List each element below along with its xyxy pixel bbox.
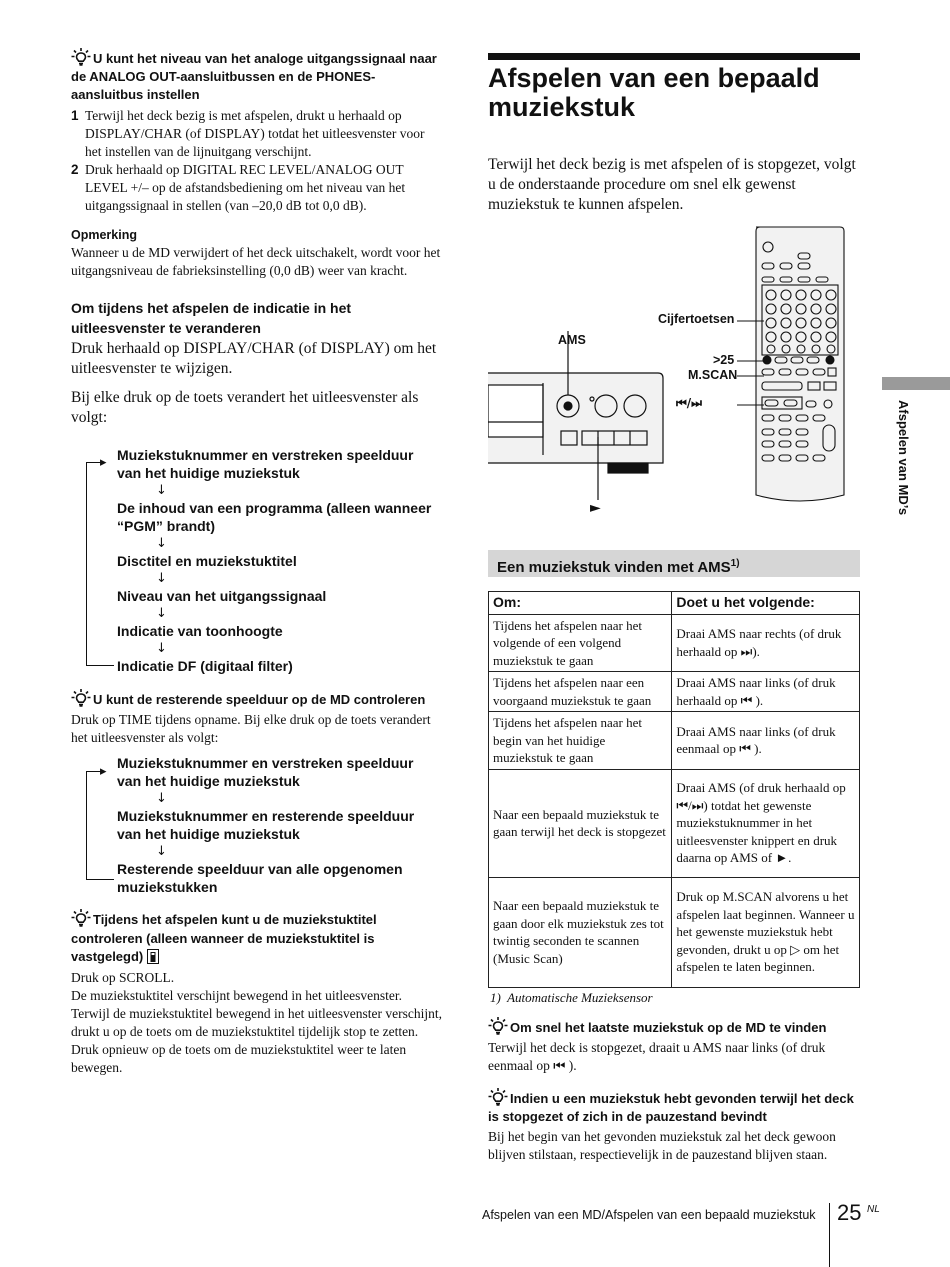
deck-and-remote-illustration bbox=[488, 225, 848, 515]
tip-scroll-l1: Druk op SCROLL. bbox=[71, 969, 175, 985]
arrow-down-icon: ↓ bbox=[156, 641, 167, 656]
flow-item: Disctitel en muziekstuktitel bbox=[117, 553, 297, 569]
table-cell: Draai AMS naar links (of druk eenmaal op ⏮ ). bbox=[672, 712, 860, 770]
table-cell: Draai AMS naar links (of druk herhaald op ⏮ ). bbox=[672, 672, 860, 712]
ams-table bbox=[488, 591, 860, 988]
table-header-row bbox=[489, 592, 860, 615]
remote-only-icon bbox=[147, 949, 159, 964]
arrow-down-icon: ↓ bbox=[156, 483, 167, 498]
arrow-down-icon: ↓ bbox=[156, 536, 167, 551]
flow-arrow-right-icon: ▸ bbox=[100, 764, 107, 779]
label-play: ► bbox=[590, 500, 601, 516]
page-number: 25 bbox=[837, 1200, 862, 1225]
label-gt25: >25 bbox=[713, 353, 735, 367]
table-row bbox=[489, 877, 860, 987]
table-cell: Tijdens het afspelen naar een voorgaand muziekstuk te gaan bbox=[489, 672, 672, 712]
arrow-down-icon: ↓ bbox=[156, 606, 167, 621]
note-text: Wanneer u de MD verwijdert of het deck uitschakelt, wordt voor het uitgangsniveau de fabrieksinstelling (0,0 dB) weer van kracht. bbox=[71, 245, 441, 278]
flow-item: Indicatie van toonhoogte bbox=[117, 623, 283, 639]
tip-analog-output-title: U kunt het niveau van het analoge uitgangssignaal naar de ANALOG OUT-aansluitbussen en de PHONES-aansluitbus instellen bbox=[71, 48, 443, 104]
step-2: 2 Druk herhaald op DIGITAL REC LEVEL/ANALOG OUT LEVEL +/– op de afstandsbediening om het niveau van het uitgangssignaal in stellen (van –20,0 dB tot 0,0 dB). bbox=[71, 162, 406, 213]
label-skip: ⏮/⏭ bbox=[676, 396, 702, 410]
table-cell: Naar een bepaald muziekstuk te gaan terwijl het deck is stopgezet bbox=[489, 769, 672, 877]
flow-loop-line bbox=[86, 462, 87, 666]
table-cell: Draai AMS (of druk herhaald op ⏮/⏭) totdat het gewenste muziekstuknummer in het uitleesvenster knippert en druk daarna op AMS of ►. bbox=[672, 769, 860, 877]
flow-arrow-right-icon: ▸ bbox=[100, 455, 107, 470]
tip-bulb-icon bbox=[488, 1088, 508, 1106]
flow-item: Muziekstuknummer en resterende speelduur van het huidige muziekstuk bbox=[117, 808, 415, 842]
tip-found-track bbox=[488, 1088, 860, 1164]
table-cell: Naar een bepaald muziekstuk te gaan door elk muziekstuk zes tot twintig seconden te scannen (Music Scan) bbox=[489, 877, 672, 987]
table-header-doet: Doet u het volgende: bbox=[672, 592, 860, 615]
tip-scroll-title bbox=[71, 909, 443, 1077]
left-column bbox=[71, 48, 443, 428]
md-deck-illustration bbox=[488, 331, 663, 500]
label-mscan: M.SCAN bbox=[688, 368, 738, 382]
note-title: Opmerking bbox=[71, 228, 137, 242]
table-row bbox=[489, 614, 860, 672]
arrow-down-icon: ↓ bbox=[156, 844, 167, 859]
intro-text: Terwijl het deck bezig is met afspelen of is stopgezet, volgt u de onderstaande procedure om snel elk gewenst muziekstuk te kunnen afspelen. bbox=[488, 156, 856, 213]
tip-last-track-title: Om snel het laatste muziekstuk op de MD te vinden bbox=[488, 1017, 860, 1037]
ams-subhead: Een muziekstuk vinden met AMS$^{1)}$ bbox=[488, 550, 860, 577]
flow-item: Niveau van het uitgangssignaal bbox=[117, 588, 327, 604]
table-cell: Draai AMS naar rechts (of druk herhaald op ⏭). bbox=[672, 614, 860, 672]
tip-found-track-title: Indien u een muziekstuk hebt gevonden terwijl het deck is stopgezet of zich in de pauzestand bevindt bbox=[488, 1088, 860, 1126]
table-cell: Tijdens het afspelen naar het volgende of een volgend muziekstuk te gaan bbox=[489, 614, 672, 672]
page-title: Afspelen van een bepaald muziekstuk bbox=[488, 63, 820, 122]
footer-rule bbox=[829, 1203, 830, 1267]
page-lang: NL bbox=[867, 1204, 880, 1215]
flow-loop-line bbox=[86, 771, 87, 880]
flow-item: Resterende speelduur van alle opgenomen muziekstukken bbox=[117, 861, 403, 895]
side-tab-label: Afspelen van MD’s bbox=[896, 400, 911, 516]
tip-bulb-icon bbox=[71, 689, 91, 707]
arrow-down-icon: ↓ bbox=[156, 571, 167, 586]
table-header-om: Om: bbox=[489, 592, 672, 615]
table-row bbox=[489, 769, 860, 877]
flow-item: De inhoud van een programma (alleen wanneer “PGM” brandt) bbox=[117, 500, 432, 534]
label-ams: AMS bbox=[558, 333, 586, 347]
title-rule bbox=[488, 53, 860, 60]
tip-scroll-heading: Tijdens het afspelen kunt u de muziekstuktitel controleren (alleen wanneer de muziekstuktitel is vastgelegd) bbox=[71, 909, 443, 967]
footer-running-title: Afspelen van een MD/Afspelen van een bepaald muziekstuk bbox=[482, 1208, 816, 1222]
tip-bulb-icon bbox=[71, 48, 91, 66]
arrow-down-icon: ↓ bbox=[156, 791, 167, 806]
tip-bulb-icon bbox=[488, 1017, 508, 1035]
section-p2: Bij elke druk op de toets verandert het uitleesvenster als volgt: bbox=[71, 389, 419, 426]
tip-scroll-l2: De muziekstuktitel verschijnt bewegend in het uitleesvenster. Terwijl de muziekstuktitel bewegend in het uitleesvenster verschijnt, drukt u op de toets om de muziekstuktitel tijdelijk stop te zetten. Druk opnieuw op de toets om de muziekstuktitel weer te laten bewegen. bbox=[71, 987, 442, 1075]
flow-item: Indicatie DF (digitaal filter) bbox=[117, 658, 293, 674]
flow-item: Muziekstuknummer en verstreken speelduur van het huidige muziekstuk bbox=[117, 755, 414, 789]
tip-found-track-text: Bij het begin van het gevonden muziekstuk zal het deck gewoon blijven stilstaan, respectievelijk in de pauzestand blijven staan. bbox=[488, 1129, 836, 1162]
flow-item: Muziekstuknummer en verstreken speelduur van het huidige muziekstuk bbox=[117, 447, 414, 481]
section-heading: Om tijdens het afspelen de indicatie in het uitleesvenster te veranderen bbox=[71, 300, 352, 336]
table-cell: Tijdens het afspelen naar het begin van het huidige muziekstuk te gaan bbox=[489, 712, 672, 770]
footnote: 1) Automatische Muzieksensor bbox=[490, 990, 653, 1005]
tip-analog-output-steps bbox=[71, 107, 443, 215]
tip-remaining-time-title: U kunt de resterende speelduur op de MD controleren bbox=[71, 689, 443, 709]
tip-remaining-time-text: Druk op TIME tijdens opname. Bij elke druk op de toets verandert het uitleesvenster als volgt: bbox=[71, 712, 431, 745]
tip-bulb-icon bbox=[71, 909, 91, 927]
table-row bbox=[489, 672, 860, 712]
remote-control-illustration bbox=[756, 227, 844, 501]
section-p1: Druk herhaald op DISPLAY/CHAR (of DISPLAY) om het uitleesvenster te wijzigen. bbox=[71, 340, 437, 377]
tip-last-track bbox=[488, 1017, 860, 1075]
label-cijfertoetsen: Cijfertoetsen bbox=[658, 312, 735, 326]
table-cell: Druk op M.SCAN alvorens u het afspelen laat beginnen. Wanneer u het gewenste muziekstuk hebt gevonden, drukt u op ▷ om het afspelen te laten beginnen. bbox=[672, 877, 860, 987]
table-row bbox=[489, 712, 860, 770]
tip-last-track-text: Terwijl het deck is stopgezet, draait u AMS naar links (of druk eenmaal op ⏮ ). bbox=[488, 1040, 826, 1073]
step-1: 1 Terwijl het deck bezig is met afspelen, drukt u herhaald op DISPLAY/CHAR (of DISPLAY) totdat het uitleesvenster voor het instellen van de lijnuitgang verschijnt. bbox=[71, 108, 425, 159]
tip-remaining-time bbox=[71, 689, 443, 747]
side-tab-bar bbox=[882, 377, 950, 390]
